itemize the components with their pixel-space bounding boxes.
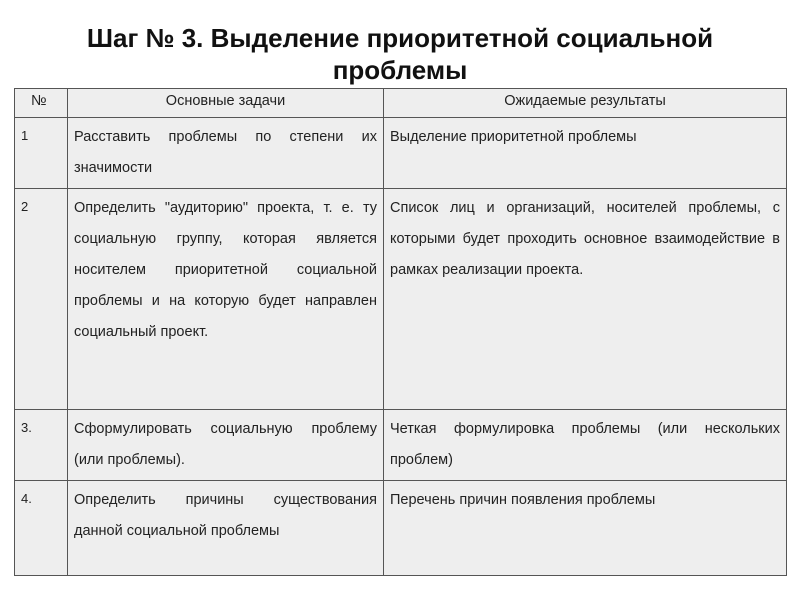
header-results: Ожидаемые результаты xyxy=(384,89,787,118)
table-header-row xyxy=(15,89,787,118)
row-task: Сформулировать социальную проблему (или проблемы). xyxy=(68,410,384,481)
table-row xyxy=(15,118,787,189)
table-row xyxy=(15,481,787,576)
row-number: 4. xyxy=(15,481,68,576)
row-result: Выделение приоритетной проблемы xyxy=(384,118,787,189)
table-row xyxy=(15,410,787,481)
row-task: Расставить проблемы по степени их значимости xyxy=(68,118,384,189)
header-tasks: Основные задачи xyxy=(68,89,384,118)
row-task: Определить причины существования данной социальной проблемы xyxy=(68,481,384,576)
row-task: Определить "аудиторию" проекта, т. е. ту социальную группу, которая является носителем приоритетной социальной проблемы и на которую будет направлен социальный проект. xyxy=(68,189,384,410)
table-row xyxy=(15,189,787,410)
row-number: 3. xyxy=(15,410,68,481)
header-number: № xyxy=(15,89,68,118)
row-number: 1 xyxy=(15,118,68,189)
row-result: Четкая формулировка проблемы (или нескольких проблем) xyxy=(384,410,787,481)
slide-title: Шаг № 3. Выделение приоритетной социальной проблемы xyxy=(86,23,714,85)
tasks-table xyxy=(14,88,787,576)
row-number: 2 xyxy=(15,189,68,410)
row-result: Перечень причин появления проблемы xyxy=(384,481,787,576)
row-result: Список лиц и организаций, носителей проблемы, с которыми будет проходить основное взаимодействие в рамках реализации проекта. xyxy=(384,189,787,410)
